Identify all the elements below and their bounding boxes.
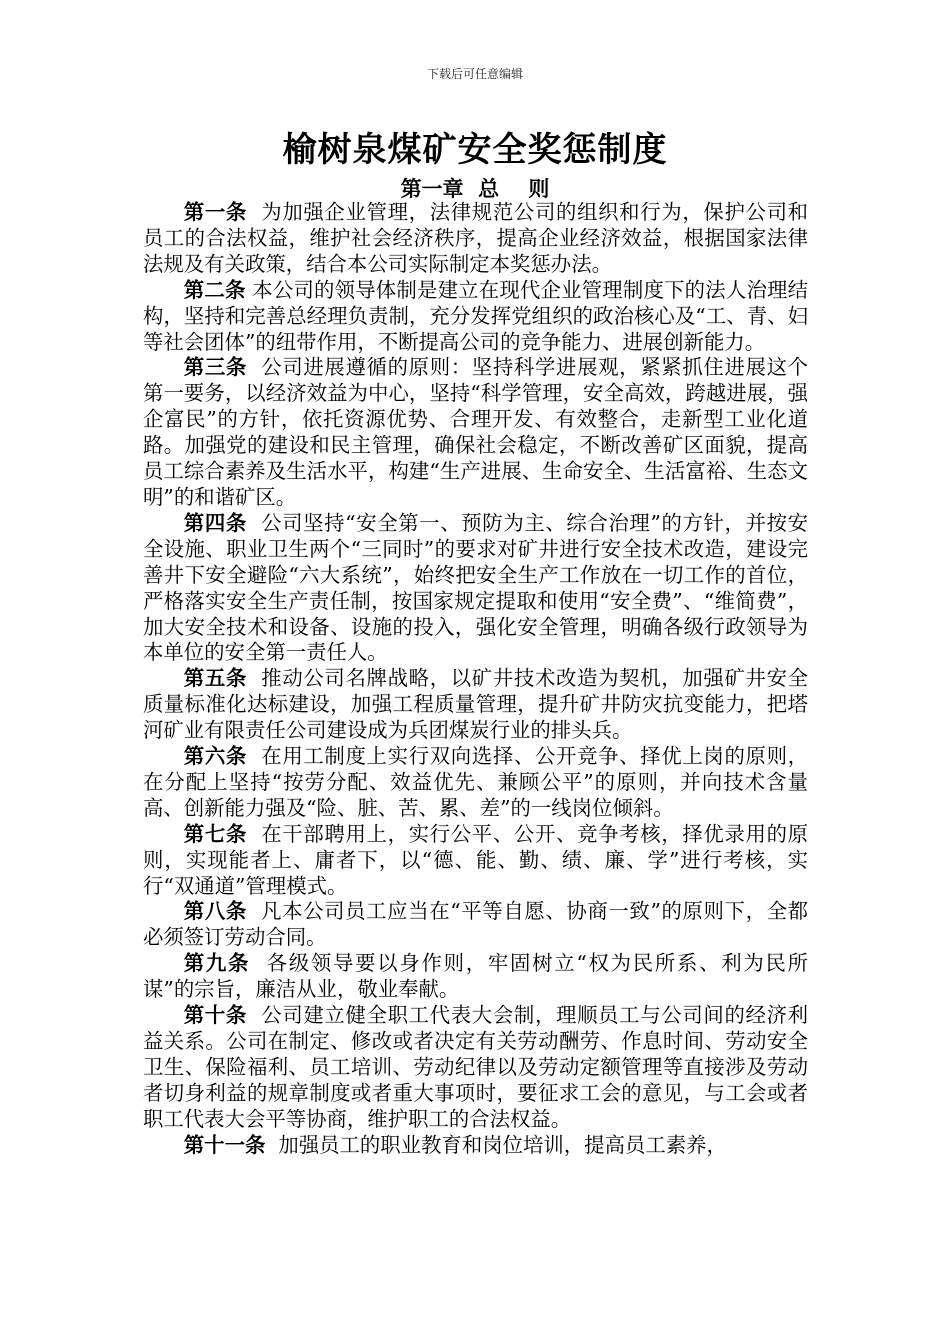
article-label: 第五条 — [183, 666, 247, 691]
article-text: 公司建立健全职工代表大会制，理顺员工与公司间的经济利益关系。公司在制定、修改或者决定有关劳动酬劳、作息时间、劳动安全卫生、保险福利、员工培训、劳动纪律以及劳动定额管理等直接涉及劳动者切身利益的规章制度或者重大事项时，要征求工会的意见，与工会或者职工代表大会平等协商，维护职工的合法权益。 — [143, 1003, 809, 1131]
article-text: 本公司的领导体制是建立在现代企业管理制度下的法人治理结构，坚持和完善总经理负责制，充分发挥党组织的政治核心及“工、青、妇等社会团体”的纽带作用，不断提高公司的竞争能力、进展创新能力。 — [143, 277, 809, 354]
article-3 — [143, 355, 808, 510]
article-text: 在用工制度上实行双向选择、公开竞争、择优上岗的原则，在分配上坚持“按劳分配、效益优先、兼顾公平”的原则，并向技术含量高、创新能力强及“险、脏、苦、累、差”的一线岗位倾斜。 — [143, 744, 809, 820]
article-label: 第三条 — [183, 355, 247, 380]
article-label: 第二条 — [183, 277, 246, 302]
article-label: 第十一条 — [183, 1132, 266, 1157]
document-body — [143, 200, 808, 1159]
article-label: 第一条 — [183, 200, 247, 224]
article-text: 公司进展遵循的原则：坚持科学进展观，紧紧抓住进展这个第一要务，以经济效益为中心，坚持“科学管理，安全高效，跨越进展，强企富民”的方针，依托资源优势、合理开发、有效整合，走新型工业化道路。加强党的建设和民主管理，确保社会稳定，不断改善矿区面貌，提高员工综合素养及生活水平，构建“生产进展、生命安全、生活富裕、生态文明”的和谐矿区。 — [143, 355, 809, 509]
article-text: 推动公司名牌战略，以矿井技术改造为契机，加强矿井安全质量标准化达标建设，加强工程质量管理，提升矿井防灾抗变能力，把塔河矿业有限责任公司建设成为兵团煤炭行业的排头兵。 — [143, 666, 809, 743]
article-label: 第九条 — [183, 951, 251, 976]
document-title: 榆树泉煤矿安全奖惩制度 — [282, 130, 668, 170]
article-label: 第六条 — [183, 744, 247, 769]
article-text: 公司坚持“安全第一、预防为主、综合治理”的方针，并按安全设施、职业卫生两个“三同时”的要求对矿井进行安全技术改造，建设完善井下安全避险“六大系统”，始终把安全生产工作放在一切工作的首位，严格落实安全生产责任制，按国家规定提取和使用“安全费”、“维简费”，加大安全技术和设备、设施的投入，强化安全管理，明确各级行政领导为本单位的安全第一责任人。 — [143, 510, 808, 665]
article-4 — [143, 511, 808, 666]
header-note: 下载后可任意编辑 — [426, 67, 523, 81]
article-9 — [143, 951, 808, 1003]
article-label: 第四条 — [183, 510, 247, 535]
article-1 — [143, 200, 808, 278]
article-text: 在干部聘用上，实行公平、公开、竞争考核，择优录用的原则，实现能者上、庸者下，以“德、能、勤、绩、廉、学”进行考核，实行“双通道”管理模式。 — [143, 821, 809, 898]
article-6 — [143, 744, 808, 822]
article-8 — [143, 899, 808, 951]
article-10 — [143, 1003, 808, 1133]
article-5 — [143, 666, 808, 744]
chapter-heading — [0, 176, 950, 202]
article-text: 为加强企业管理，法律规范公司的组织和行为，保护公司和员工的合法权益，维护社会经济秩序，提高企业经济效益，根据国家法律法规及有关政策，结合本公司实际制定本奖惩办法。 — [143, 200, 809, 276]
article-label: 第八条 — [183, 899, 247, 924]
article-text: 凡本公司员工应当在“平等自愿、协商一致”的原则下，全都必须签订劳动合同。 — [143, 899, 808, 950]
article-label: 第十条 — [183, 1003, 247, 1028]
article-7 — [143, 822, 808, 900]
article-11 — [143, 1133, 808, 1159]
article-2 — [143, 278, 808, 356]
article-label: 第七条 — [183, 821, 247, 846]
chapter-heading-text: 第一章 总 则 — [400, 176, 550, 201]
article-text: 加强员工的职业教育和岗位培训，提高员工素养， — [278, 1132, 727, 1157]
article-text: 各级领导要以身作则，牢固树立“权为民所系、利为民所谋”的宗旨，廉洁从业，敬业奉献。 — [143, 951, 809, 1002]
